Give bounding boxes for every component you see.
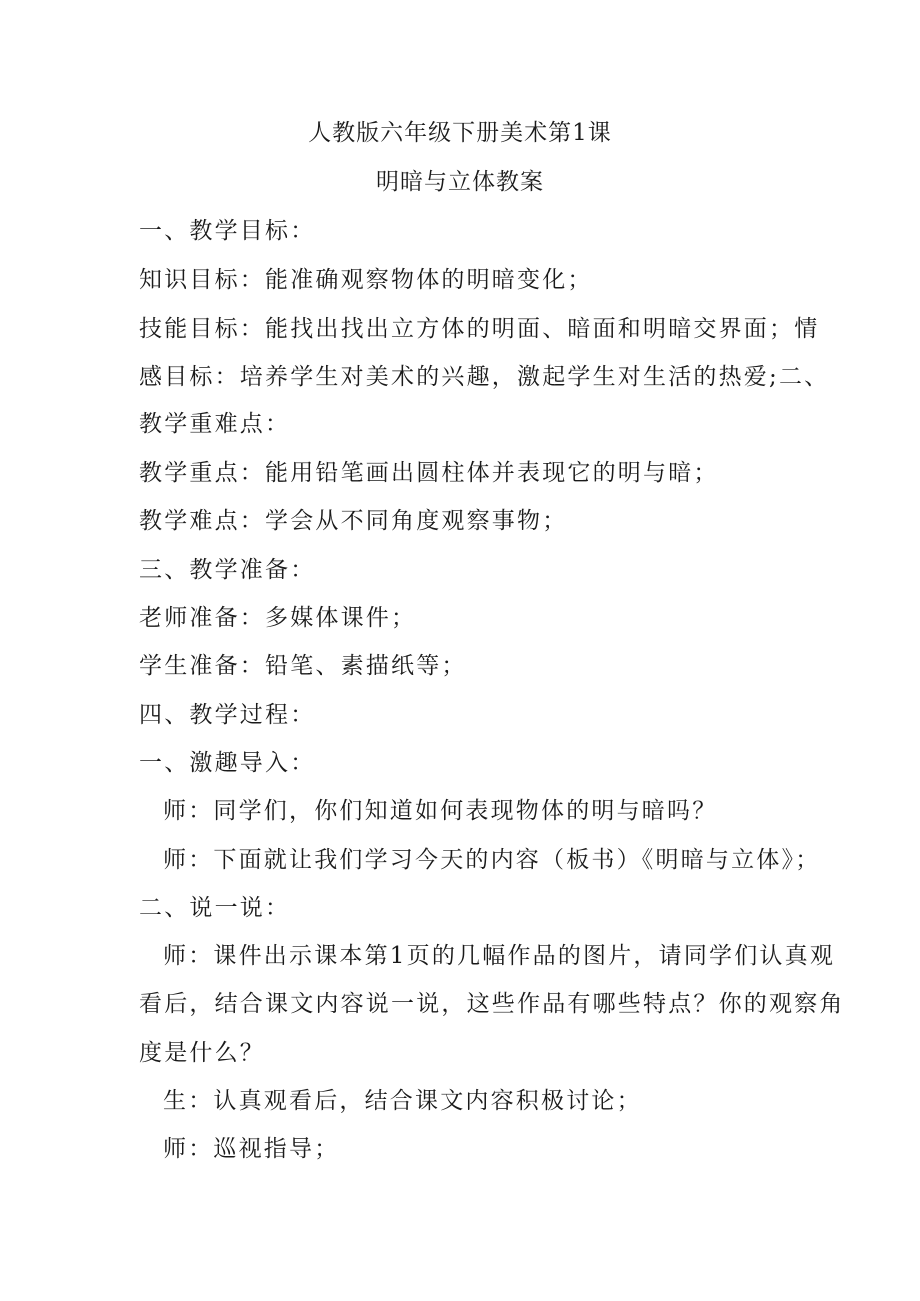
paragraph-line: 度是什么？ [139,1040,265,1066]
dialogue-line: 师：巡视指导； [163,1136,340,1162]
dialogue-line: 师：下面就让我们学习今天的内容（板书）《明暗与立体》； [163,847,821,873]
section-heading-discussion: 二、说一说： [139,895,291,921]
section-heading-process: 四、教学过程： [139,702,316,728]
paragraph-line: 技能目标：能找出找出立方体的明面、暗面和明暗交界面；情 [139,316,820,342]
section-heading-objectives: 一、教学目标： [139,218,316,244]
document-subtitle: 明暗与立体教案 [376,169,544,195]
paragraph-line: 学生准备：铅笔、素描纸等； [139,653,467,679]
section-heading-preparation: 三、教学准备： [139,557,316,583]
section-heading-key-points: 教学重难点： [139,411,291,437]
paragraph-line: 知识目标：能准确观察物体的明暗变化； [139,267,593,293]
dialogue-line: 生：认真观看后，结合课文内容积极讨论； [163,1088,642,1114]
paragraph-line: 看后，结合课文内容说一说，这些作品有哪些特点？你的观察角 [139,991,845,1017]
dialogue-line: 师：课件出示课本第1页的几幅作品的图片，请同学们认真观 [163,943,836,969]
paragraph-line: 教学难点：学会从不同角度观察事物； [139,508,568,534]
dialogue-line: 师：同学们，你们知道如何表现物体的明与暗吗？ [163,798,718,824]
paragraph-line: 感目标：培养学生对美术的兴趣，激起学生对生活的热爱;二、 [139,364,830,390]
section-heading-introduction: 一、激趣导入： [139,750,316,776]
document-title: 人教版六年级下册美术第1课 [308,120,612,146]
paragraph-line: 老师准备：多媒体课件； [139,605,417,631]
paragraph-line: 教学重点：能用铅笔画出圆柱体并表现它的明与暗； [139,460,719,486]
